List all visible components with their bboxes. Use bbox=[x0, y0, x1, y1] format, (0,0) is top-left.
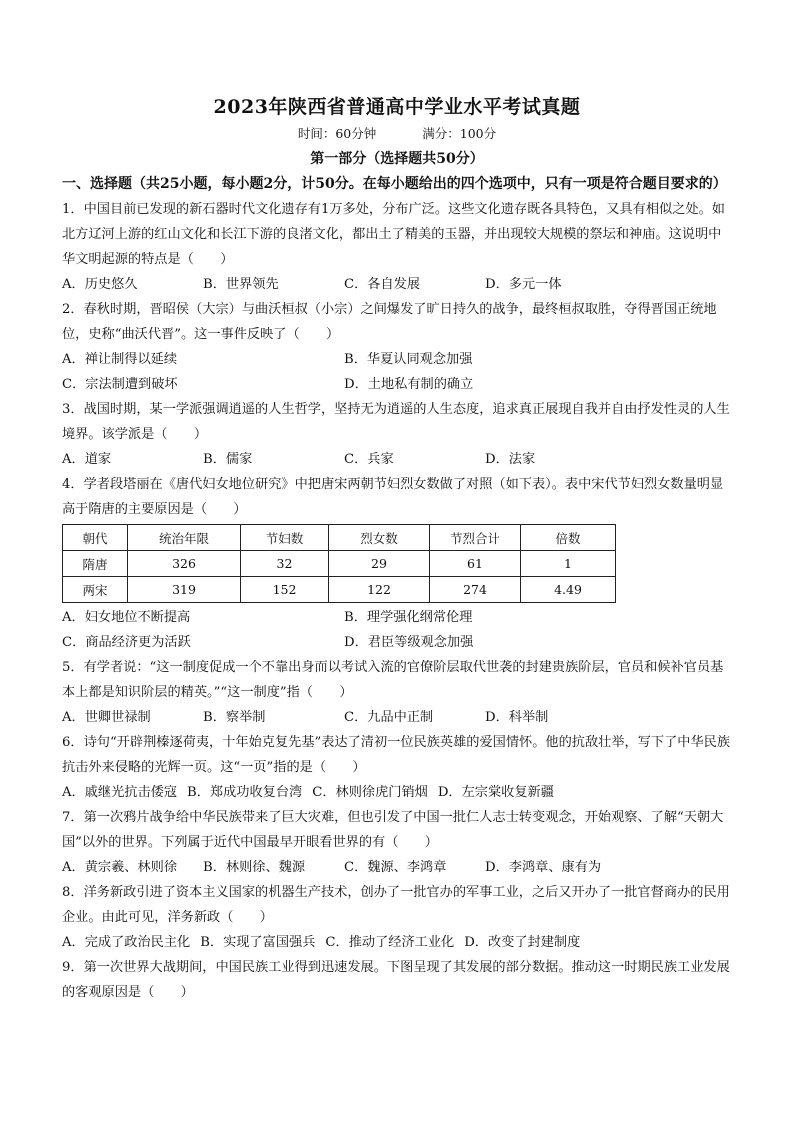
option-b[interactable]: B．实现了富国强兵 bbox=[200, 935, 316, 950]
table-header: 统治年限 bbox=[128, 525, 241, 551]
question-9-stem: 9．第一次世界大战期间，中国民族工业得到迅速发展。下图呈现了其发展的部分数据。推动这一时期民族工业发展的客观原因是（ ） bbox=[62, 960, 730, 1000]
table-header: 烈女数 bbox=[329, 525, 430, 551]
option-c[interactable]: C．各自发展 bbox=[344, 277, 421, 292]
option-a[interactable]: A．完成了政治民主化 bbox=[62, 935, 191, 950]
question-4-options-row1 bbox=[62, 605, 732, 630]
question-7-options bbox=[62, 855, 732, 880]
question-2-options-row1 bbox=[62, 347, 732, 372]
option-d[interactable]: D．君臣等级观念加强 bbox=[344, 635, 474, 650]
question-2-stem: 2．春秋时期，晋昭侯（大宗）与曲沃桓叔（小宗）之间爆发了旷日持久的战争，最终桓叔取胜，夺得晋国正统地位，史称“曲沃代晋”。这一事件反映了（ ） bbox=[62, 302, 717, 342]
section-title: 一、选择题（共25小题，每小题2分，计50分。在每小题给出的四个选项中，只有一项是符合题目要求的） bbox=[62, 176, 727, 192]
option-b[interactable]: B．理学强化纲常伦理 bbox=[344, 610, 473, 625]
option-b[interactable]: B．察举制 bbox=[203, 710, 266, 725]
option-a[interactable]: A．禅让制得以延续 bbox=[62, 352, 178, 367]
question-4-options-row2 bbox=[62, 630, 732, 655]
option-d[interactable]: D．科举制 bbox=[485, 710, 549, 725]
question-2-options-row2 bbox=[62, 372, 732, 397]
table-row bbox=[63, 551, 616, 577]
question-1-options bbox=[62, 272, 732, 297]
question-5-options bbox=[62, 705, 732, 730]
question-6-options bbox=[62, 780, 732, 805]
option-a[interactable]: A．世卿世禄制 bbox=[62, 710, 151, 725]
table-header-row bbox=[63, 525, 616, 551]
time-limit: 时间：60分钟 bbox=[297, 126, 377, 141]
option-c[interactable]: C．商品经济更为活跃 bbox=[62, 635, 191, 650]
option-d[interactable]: D．多元一体 bbox=[485, 277, 562, 292]
option-d[interactable]: D．法家 bbox=[485, 452, 536, 467]
option-b[interactable]: B．儒家 bbox=[203, 452, 253, 467]
option-c[interactable]: C．林则徐虎门销烟 bbox=[312, 785, 428, 800]
option-d[interactable]: D．土地私有制的确立 bbox=[344, 377, 474, 392]
option-c[interactable]: C．宗法制遭到破坏 bbox=[62, 377, 178, 392]
table-header: 朝代 bbox=[63, 525, 128, 551]
table-cell: 274 bbox=[430, 577, 521, 603]
question-1-stem: 1．中国目前已发现的新石器时代文化遗存有1万多处，分布广泛。这些文化遗存既各具特色，又具有相似之处。如北方辽河上游的红山文化和长江下游的良渚文化，都出土了精美的玉器，并出现较大规模的祭坛和神庙。这说明中华文明起源的特点是（ ） bbox=[62, 202, 725, 267]
data-table bbox=[62, 524, 616, 603]
part-title: 第一部分（选择题共50分） bbox=[310, 151, 484, 167]
option-b[interactable]: B．华夏认同观念加强 bbox=[344, 352, 473, 367]
table-cell: 隋唐 bbox=[63, 551, 128, 577]
option-a[interactable]: A．历史悠久 bbox=[62, 277, 138, 292]
option-d[interactable]: D．李鸿章、康有为 bbox=[485, 860, 602, 875]
table-cell: 122 bbox=[329, 577, 430, 603]
option-d[interactable]: D．改变了封建制度 bbox=[464, 935, 581, 950]
table-row bbox=[63, 577, 616, 603]
option-b[interactable]: B．郑成功收复台湾 bbox=[187, 785, 303, 800]
table-cell: 61 bbox=[430, 551, 521, 577]
question-3-stem: 3．战国时期，某一学派强调逍遥的人生哲学，坚持无为逍遥的人生态度，追求真正展现自我并自由抒发性灵的人生境界。该学派是（ ） bbox=[62, 402, 730, 442]
question-4-stem: 4．学者段塔丽在《唐代妇女地位研究》中把唐宋两朝节妇烈女数做了对照（如下表）。表中宋代节妇烈女数量明显高于隋唐的主要原因是（ ） bbox=[62, 477, 724, 517]
table-cell: 326 bbox=[128, 551, 241, 577]
option-a[interactable]: A．戚继光抗击倭寇 bbox=[62, 785, 178, 800]
option-b[interactable]: B．世界领先 bbox=[203, 277, 279, 292]
exam-title: 2023年陕西省普通高中学业水平考试真题 bbox=[213, 96, 581, 118]
option-a[interactable]: A．道家 bbox=[62, 452, 112, 467]
option-c[interactable]: C．推动了经济工业化 bbox=[325, 935, 455, 950]
table-cell: 319 bbox=[128, 577, 241, 603]
option-d[interactable]: D．左宗棠收复新疆 bbox=[437, 785, 554, 800]
question-5-stem: 5．有学者说：“这一制度促成一个不靠出身而以考试入流的官僚阶层取代世袭的封建贵族阶层，官员和候补官员基本上都是知识阶层的精英。”“这一制度”指（ ） bbox=[62, 660, 724, 700]
option-a[interactable]: A．黄宗羲、林则徐 bbox=[62, 860, 178, 875]
question-8-options bbox=[62, 930, 732, 955]
question-8-stem: 8．洋务新政引进了资本主义国家的机器生产技术，创办了一批官办的军事工业，之后又开办了一批官督商办的民用企业。由此可见，洋务新政（ ） bbox=[62, 885, 730, 925]
question-7-stem: 7．第一次鸦片战争给中华民族带来了巨大灾难，但也引发了中国一批仁人志士转变观念，开始观察、了解“天朝大国”以外的世界。下列属于近代中国最早开眼看世界的有（ ） bbox=[62, 810, 724, 850]
table-cell: 29 bbox=[329, 551, 430, 577]
option-c[interactable]: C．兵家 bbox=[344, 452, 394, 467]
option-b[interactable]: B．林则徐、魏源 bbox=[203, 860, 306, 875]
exam-meta bbox=[62, 124, 732, 142]
table-cell: 32 bbox=[241, 551, 329, 577]
table-cell: 两宋 bbox=[63, 577, 128, 603]
table-cell: 4.49 bbox=[521, 577, 616, 603]
table-header: 倍数 bbox=[521, 525, 616, 551]
question-6-stem: 6．诗句“开辟荆榛逐荷夷，十年始克复先基”表达了清初一位民族英雄的爱国情怀。他的抗敌壮举，写下了中华民族抗击外来侵略的光辉一页。这“一页”指的是（ ） bbox=[62, 735, 731, 775]
option-a[interactable]: A．妇女地位不断提高 bbox=[62, 610, 191, 625]
table-header: 节烈合计 bbox=[430, 525, 521, 551]
table-cell: 1 bbox=[521, 551, 616, 577]
option-c[interactable]: C．九品中正制 bbox=[344, 710, 434, 725]
full-score: 满分：100分 bbox=[422, 126, 497, 141]
option-c[interactable]: C．魏源、李鸿章 bbox=[344, 860, 447, 875]
table-header: 节妇数 bbox=[241, 525, 329, 551]
question-3-options bbox=[62, 447, 732, 472]
table-cell: 152 bbox=[241, 577, 329, 603]
